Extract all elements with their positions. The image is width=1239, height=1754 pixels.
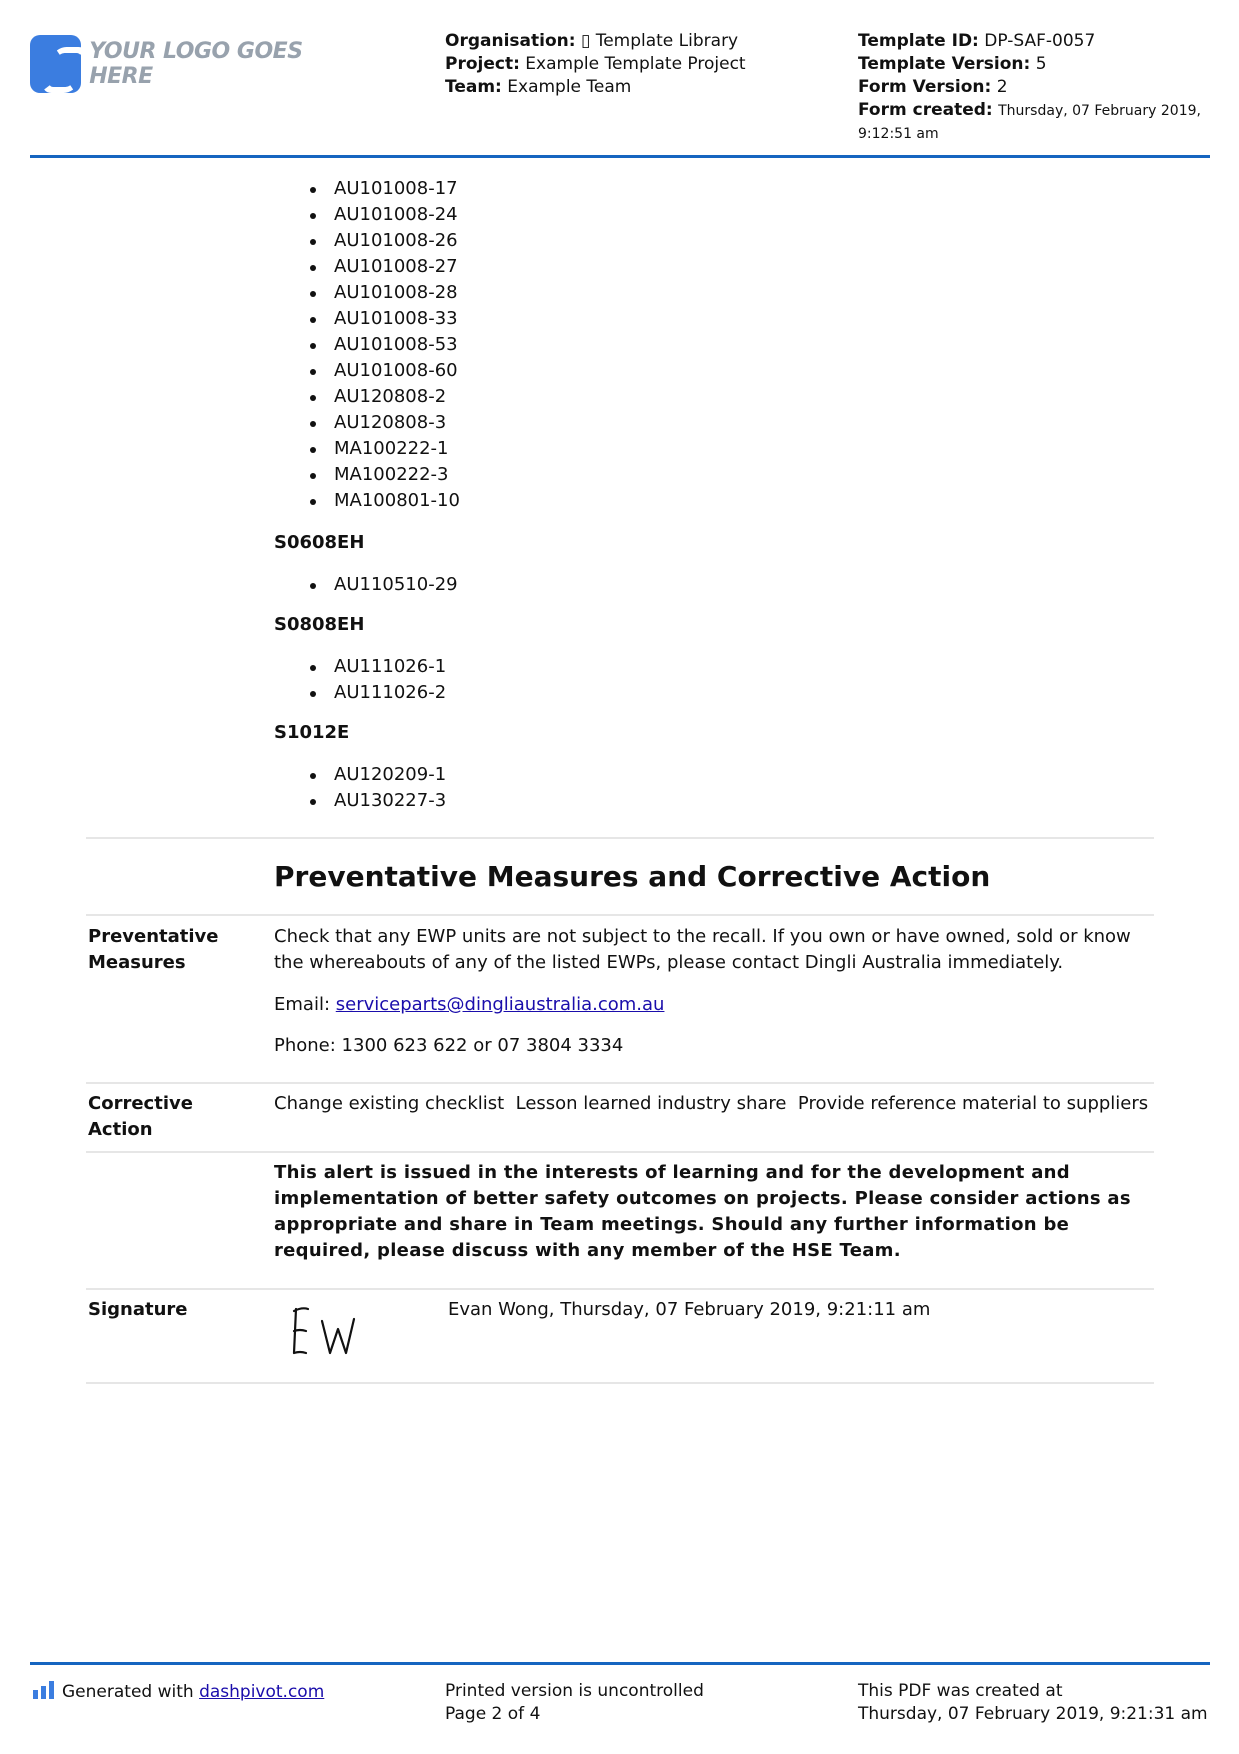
form-created-value: Thursday, 07 February 2019, [998,103,1201,119]
created-time: Thursday, 07 February 2019, 9:21:31 am [858,1704,1208,1724]
list-item: AU101008-33 [310,306,460,332]
template-meta [858,30,1218,146]
footer-created [858,1680,1228,1726]
template-version-value: 5 [1035,54,1047,74]
template-version-label: Template Version: [858,54,1031,74]
email-link[interactable]: serviceparts@dingliaustralia.com.au [335,994,665,1015]
list-item: AU111026-2 [310,680,446,706]
serial-list-top [310,176,460,514]
list-item: AU111026-1 [310,654,446,680]
project-value: Example Template Project [525,54,746,74]
list-item: AU130227-3 [310,788,446,814]
signature-image [288,1295,398,1365]
serial-list [310,572,458,598]
logo-mark-icon [30,35,81,93]
preventative-measures-text: Check that any EWP units are not subject to the recall. If you own or have owned, sold or know the whereabouts of any of the listed EWPs, please contact Dingli Australia immediately. [274,926,1131,973]
email-line [274,992,1154,1018]
row-divider [86,1151,1154,1153]
list-item: AU101008-26 [310,228,460,254]
list-item: AU120808-2 [310,384,460,410]
serial-list [310,654,446,706]
email-label: Email: [274,994,331,1015]
organisation-label: Organisation: [445,31,576,51]
logo-text: YOUR LOGO GOES HERE [89,39,303,89]
list-item: AU110510-29 [310,572,458,598]
row-divider [86,1082,1154,1084]
row-divider [86,1382,1154,1384]
signature-label: Signature [88,1299,188,1320]
dashpivot-bars-icon [32,1680,56,1700]
list-item: AU120808-3 [310,410,460,436]
uncontrolled-note: Printed version is uncontrolled [445,1681,704,1701]
generated-prefix: Generated with [62,1682,194,1702]
organisation-value: ▯ Template Library [580,31,739,51]
header-rule [30,155,1210,158]
preventative-measures-label: Preventative Measures [88,926,219,973]
list-item: AU101008-17 [310,176,460,202]
section-divider [86,837,1154,839]
team-value: Example Team [507,77,632,97]
list-item: MA100222-1 [310,436,460,462]
project-label: Project: [445,54,520,74]
page-number: Page 2 of 4 [445,1704,541,1724]
serial-list [310,762,446,814]
generated-with [32,1680,412,1704]
model-heading: S0808EH [274,614,365,635]
form-created-label: Form created: [858,100,993,120]
footer-rule [30,1662,1210,1665]
list-item: AU101008-60 [310,358,460,384]
signature-by: Evan Wong, Thursday, 07 February 2019, 9:21:11 am [448,1299,931,1320]
row-divider [86,1288,1154,1290]
list-item: AU101008-53 [310,332,460,358]
model-heading: S0608EH [274,532,365,553]
corrective-action-text: Change existing checklist Lesson learned industry share Provide reference material to suppliers [274,1093,1149,1114]
corrective-action-label: Corrective Action [88,1093,193,1140]
list-item: AU120209-1 [310,762,446,788]
list-item: MA100801-10 [310,488,460,514]
section-title: Preventative Measures and Corrective Action [274,860,991,893]
list-item: MA100222-3 [310,462,460,488]
list-item: AU101008-27 [310,254,460,280]
form-created-time: 9:12:51 am [858,126,939,142]
team-label: Team: [445,77,502,97]
list-item: AU101008-28 [310,280,460,306]
form-version-label: Form Version: [858,77,992,97]
company-logo [30,34,340,94]
created-label: This PDF was created at [858,1681,1063,1701]
row-divider [86,914,1154,916]
phone-line: Phone: 1300 623 622 or 07 3804 3334 [274,1035,624,1056]
project-meta [445,30,825,99]
template-id-value: DP-SAF-0057 [984,31,1096,51]
signature-handwriting-icon [288,1295,398,1365]
list-item: AU101008-24 [310,202,460,228]
model-heading: S1012E [274,722,350,743]
safety-notice: This alert is issued in the interests of learning and for the development and implementation of better safety outcomes on projects. Please consider actions as appropriate and share in Team meetings. Should any further information be required, please discuss with any member of the HSE Team. [274,1162,1131,1261]
footer-print-info [445,1680,805,1726]
dashpivot-link[interactable]: dashpivot.com [199,1682,325,1702]
template-id-label: Template ID: [858,31,979,51]
form-version-value: 2 [996,77,1008,97]
